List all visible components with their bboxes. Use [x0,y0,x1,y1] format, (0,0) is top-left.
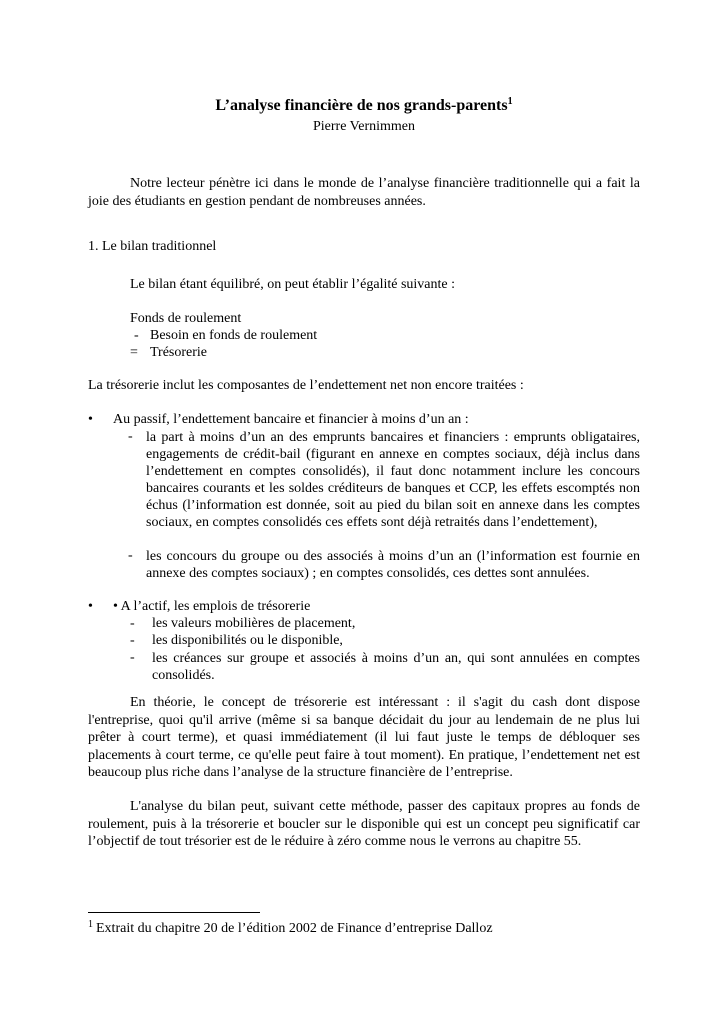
actif-item-1-dash: - [130,616,135,631]
passif-heading: Au passif, l’endettement bancaire et financier à moins d’un an : [113,412,469,427]
title-footnote-ref: 1 [507,96,513,107]
actif-item-2-dash: - [130,633,135,648]
section-heading: 1. Le bilan traditionnel [88,239,217,254]
equation-line-2: Besoin en fonds de roulement [150,328,318,343]
intro-paragraph: Notre lecteur pénètre ici dans le monde de l’analyse financière traditionnelle qui a fait la joie des étudiants en gestion pendant de nombreuses années. [88,176,640,209]
document-title [88,96,640,115]
equation-line-1: Fonds de roulement [130,311,242,326]
passif-item-2: les concours du groupe ou des associés à moins d’un an (l’information est fournie en annexe des comptes sociaux) ; en comptes consolidés, ces dettes sont annulées. [146,549,640,581]
passif-item-2-dash: - [128,548,133,563]
title-text: L’analyse financière de nos grands-parents [215,97,508,114]
equation-operator-equals: = [130,345,138,360]
theory-paragraph: En théorie, le concept de trésorerie est intéressant : il s'agit du cash dont dispose l'entreprise, quoi qu'il arrive (même si sa banque décidait du jour au lendemain de ne plus lui prêter à court terme), et quasi immédiatement (il lui faut juste le temps de débloquer ses placements à court terme, ce qu'elle peut faire à tout moment). En pratique, l’endettement net est beaucoup plus riche dans l’analyse de la structure financière de l’entreprise. [88,695,640,780]
treasury-intro: La trésorerie inclut les composantes de l’endettement net non encore traitées : [88,378,524,393]
footnote [88,919,493,937]
footnote-text: Extrait du chapitre 20 de l’édition 2002 de Finance d’entreprise Dalloz [96,921,493,936]
equation-line-3: Trésorerie [150,345,208,360]
footnote-number: 1 [88,919,93,930]
author-name: Pierre Vernimmen [313,119,415,134]
equation-operator-minus: - [134,328,139,343]
actif-item-3-dash: - [130,650,135,665]
analysis-paragraph: L'analyse du bilan peut, suivant cette méthode, passer des capitaux propres au fonds de roulement, puis à la trésorerie et boucler sur le disponible qui est un concept peu significatif car l’objectif de tout trésorier est de le réduire à zéro comme nous le verrons au chapitre 55. [88,799,640,849]
footnote-separator [88,912,260,913]
equality-intro: Le bilan étant équilibré, on peut établir l’égalité suivante : [130,277,455,292]
actif-item-1: les valeurs mobilières de placement, [152,616,356,631]
passif-item-1-dash: - [128,429,133,444]
passif-item-1: la part à moins d’un an des emprunts bancaires et financiers : emprunts obligataires, engagements de crédit-bail (figurant en annexe en comptes sociaux, déjà inclus dans l’endettement en comptes consolidés), il faut donc notamment inclure les concours bancaires courants et les soldes créditeurs de banques et CCP, les effets escomptés non échus (l’information est donnée, soit au pied du bilan soit en annexe dans les comptes sociaux, en comptes consolidés ces effets sont déjà retraités dans l’endettement), [146,430,640,530]
bullet-passif: • [88,412,93,427]
actif-item-3: les créances sur groupe et associés à moins d’un an, qui sont annulées en comptes consolidés. [152,651,640,683]
bullet-actif: • [88,599,93,614]
actif-item-2: les disponibilités ou le disponible, [152,633,343,648]
actif-heading: • A l’actif, les emplois de trésorerie [113,599,311,614]
